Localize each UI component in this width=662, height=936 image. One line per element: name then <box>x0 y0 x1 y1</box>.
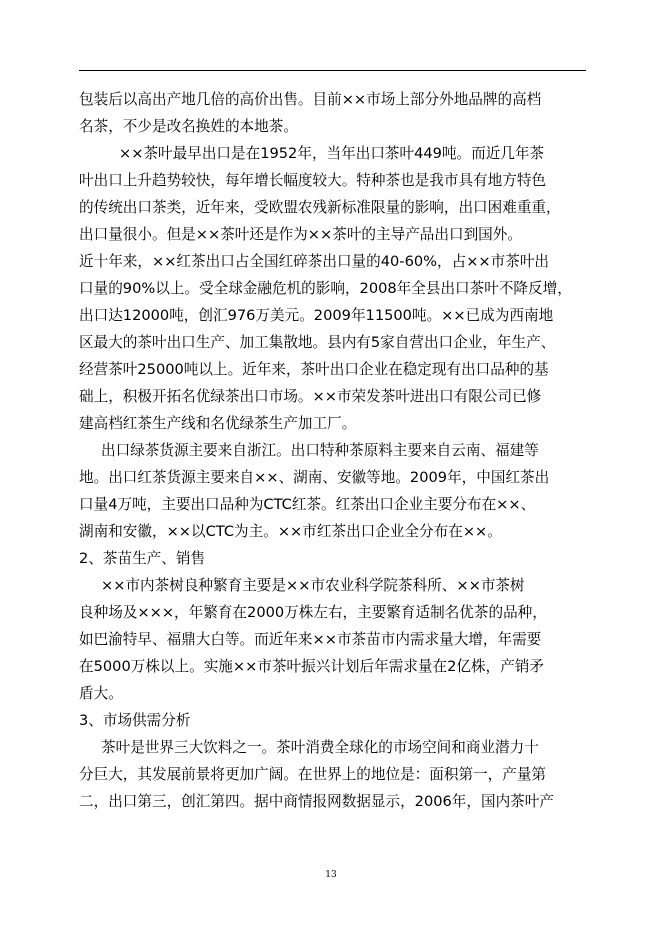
text-line: 础上，积极开拓名优绿茶出口市场。××市荣发茶叶进出口有限公司已修 <box>79 388 542 405</box>
section-heading: 2、茶苗生产、销售 <box>79 550 206 567</box>
text-line: 经营茶叶25000吨以上。近年来，茶叶出口企业在稳定现有出口品种的基 <box>79 361 549 378</box>
paragraph-start-line: ××茶叶最早出口是在1952年，当年出口茶叶449吨。而近几年茶 <box>119 145 545 162</box>
text-line: 叶出口上升趋势较快，每年增长幅度较大。特种茶也是我市具有地方特色 <box>79 172 547 189</box>
paragraph-start-line: ××市内茶树良种繁育主要是××市农业科学院茶科所、××市茶树 <box>101 577 525 594</box>
text-line: 出口达12000吨，创汇976万美元。2009年11500吨。××已成为西南地 <box>79 307 554 324</box>
body-text <box>79 86 589 815</box>
text-line: 地。出口红茶货源主要来自××、湖南、安徽等地。2009年，中国红茶出 <box>79 469 550 486</box>
paragraph-start-line: 出口绿茶货源主要来自浙江。出口特种茶原料主要来自云南、福建等 <box>101 442 539 459</box>
text-line: 包装后以高出产地几倍的高价出售。目前××市场上部分外地品牌的高档 <box>79 91 542 108</box>
text-line: 在5000万株以上。实施××市茶叶振兴计划后年需求量在2亿株，产销矛 <box>79 658 544 675</box>
text-line: 良种场及×××，年繁育在2000万株左右，主要繁育适制名优茶的品种， <box>79 604 547 621</box>
paragraph-start-line: 茶叶是世界三大饮料之一。茶叶消费全球化的市场空间和商业潜力十 <box>101 739 539 756</box>
text-line: 口量的90%以上。受全球金融危机的影响，2008年全县出口茶叶不降反增， <box>79 280 572 297</box>
text-line: 名茶，不少是改名换姓的本地茶。 <box>79 118 298 135</box>
text-line: 盾大。 <box>79 685 123 702</box>
text-line: 近十年来，××红茶出口占全国红碎茶出口量的40-60%，占××市茶叶出 <box>79 253 550 270</box>
text-line: 二，出口第三，创汇第四。据中商情报网数据显示，2006年，国内茶叶产 <box>79 793 554 810</box>
text-line: 湖南和安徽，××以CTC为主。××市红茶出口企业全分布在××。 <box>79 523 502 540</box>
text-line: 分巨大，其发展前景将更加广阔。在世界上的地位是：面积第一，产量第 <box>79 766 547 783</box>
text-line: 如巴渝特早、福鼎大白等。而近年来××市茶苗市内需求量大增，年需要 <box>79 631 542 648</box>
text-line: 建高档红茶生产线和名优绿茶生产加工厂。 <box>79 415 357 432</box>
text-line: 的传统出口茶类，近年来，受欧盟农残新标准限量的影响，出口困难重重， <box>79 199 561 216</box>
header-rule <box>79 70 586 71</box>
text-line: 区最大的茶叶出口生产、加工集散地。县内有5家自营出口企业，年生产、 <box>79 334 556 351</box>
page-number: 13 <box>325 870 337 880</box>
text-line: 口量4万吨，主要出口品种为CTC红茶。红茶出口企业主要分布在××、 <box>79 496 536 513</box>
text-line: 出口量很小。但是××茶叶还是作为××茶叶的主导产品出口到国外。 <box>79 226 522 243</box>
section-heading: 3、市场供需分析 <box>79 712 191 729</box>
